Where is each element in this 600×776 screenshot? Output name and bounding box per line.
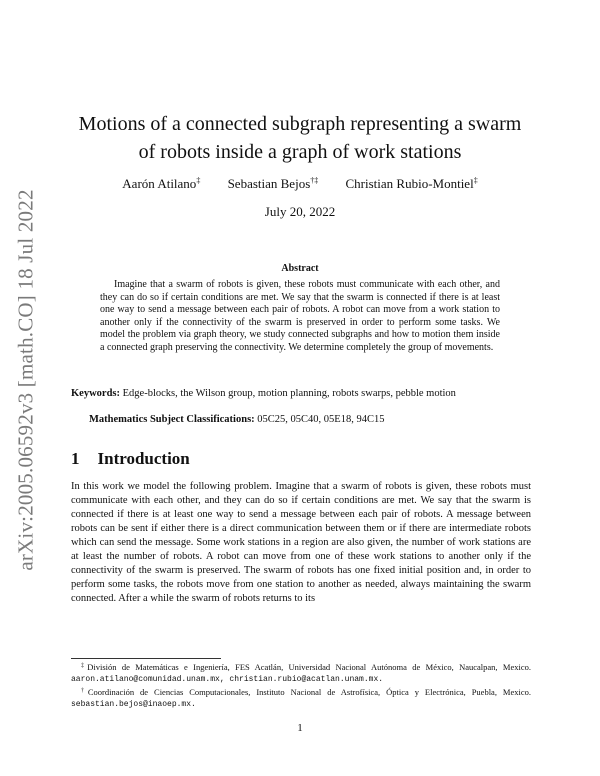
footnote-2-text: Coordinación de Ciencias Computacionales, Instituto Nacional de Astrofísica, Óptica y Electrónica, Puebla, Mexico. (87, 687, 531, 697)
paper-title-line-2: of robots inside a graph of work stations (138, 141, 462, 163)
footnote-2 (71, 686, 531, 710)
author-2 (228, 176, 319, 191)
publication-date: July 20, 2022 (264, 204, 336, 219)
abstract-body: Imagine that a swarm of robots is given, these robots must communicate with each other, and they can do so if certain conditions are met. We say that the swarm is connected if there is at least one way to send a message between each pair of robots. A robot can move from a work station to another only if the connectivity of the swarm is preserved in order to perform some tasks. We model the problem via graph theory, we study connected subgraphs and how to motion them inside a connected graph preserving the connectivity. We determine completely the group of movements. (100, 279, 500, 353)
footnote-separator (71, 658, 221, 659)
msc-text: 05C25, 05C40, 05E18, 94C15 (257, 414, 385, 425)
section-title: Introduction (97, 449, 190, 468)
footnote-2-mark: † (81, 688, 88, 694)
author-1-affiliation-mark: ‡ (196, 176, 201, 185)
abstract-heading: Abstract (281, 263, 319, 274)
footnote-2-email: sebastian.bejos@inaoep.mx. (71, 700, 196, 709)
author-3-name: Christian Rubio-Montiel (345, 176, 474, 191)
arxiv-identifier-text: arXiv:2005.06592v3 [math.CO] 18 Jul 2022 (13, 189, 38, 571)
author-list (0, 176, 600, 192)
footnote-1-text: División de Matemáticas e Ingeniería, FES Acatlán, Universidad Nacional Autónoma de México, Naucalpan, Mexico. (87, 662, 531, 672)
author-2-affiliation-mark: †‡ (310, 176, 319, 185)
footnotes (71, 661, 531, 710)
introduction-paragraph: In this work we model the following problem. Imagine that a swarm of robots is given, these robots must communicate with each other, and they can do so if certain conditions are met. We say that the swarm is connected if there is at least one way to send a message between each pair of robots. A message between robots can be sent if either there is a direct communication between them or if there are intermediate robots which can send the message. Some work stations in a region are also given, the number of work stations are at least the number of robots. A robot can move from one of these work stations to another only if the connectivity of the swarm is preserved. The swarm of robots has one fixed initial position and, in order to perform some tasks, the robots move from one station to another as needed, always maintaining the swarm connected. After a while the swarm of robots returns to its (71, 481, 531, 604)
paper-title-line-1: Motions of a connected subgraph representing a swarm (78, 113, 522, 135)
footnote-1-emails: aaron.atilano@comunidad.unam.mx, christian.rubio@acatlan.unam.mx. (71, 675, 384, 684)
section-number: 1 (71, 449, 80, 468)
subject-classifications (89, 414, 529, 425)
page-number: 1 (297, 722, 303, 734)
keywords-text: Edge-blocks, the Wilson group, motion planning, robots swarps, pebble motion (122, 388, 456, 399)
msc-label: Mathematics Subject Classifications: (89, 414, 255, 425)
footnote-1-mark: ‡ (81, 663, 88, 669)
paper-title (70, 110, 530, 166)
author-2-name: Sebastian Bejos (227, 176, 311, 191)
section-heading-introduction (71, 449, 190, 469)
keywords (71, 387, 531, 400)
footnote-1 (71, 661, 531, 685)
author-3 (346, 176, 478, 191)
arxiv-identifier-stamp (12, 189, 40, 571)
author-1 (122, 176, 200, 191)
author-3-affiliation-mark: ‡ (473, 176, 478, 185)
author-1-name: Aarón Atilano (122, 176, 197, 191)
keywords-label: Keywords: (71, 388, 120, 399)
